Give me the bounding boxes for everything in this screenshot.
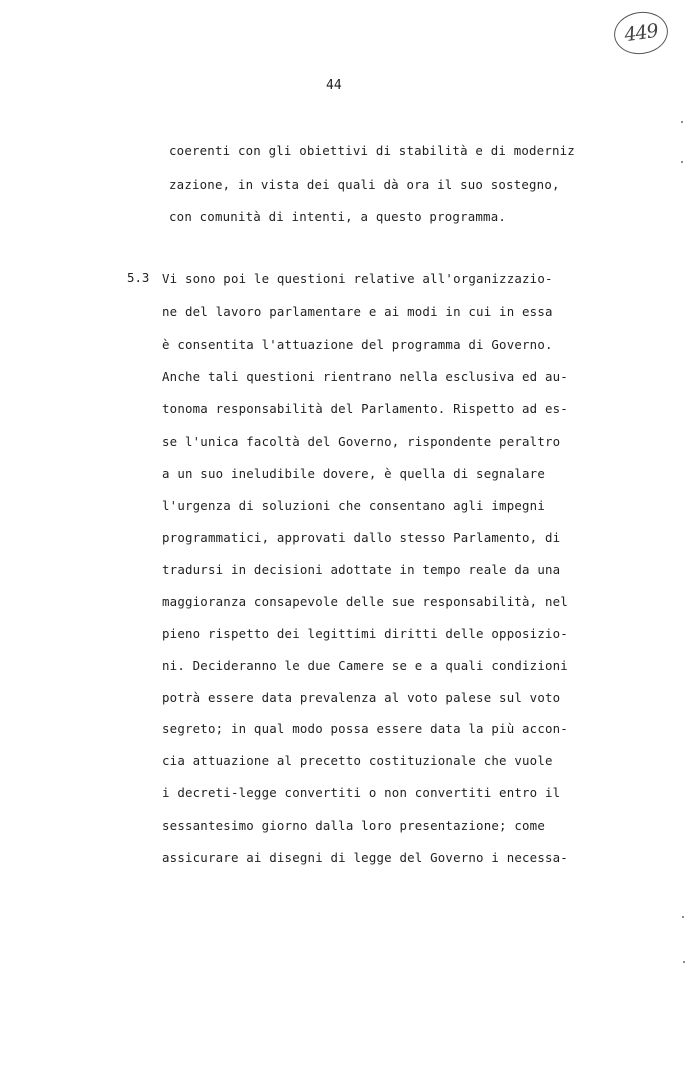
text-line: ne del lavoro parlamentare e ai modi in cui in essa xyxy=(162,304,553,319)
text-line: l'urgenza di soluzioni che consentano agli impegni xyxy=(162,498,545,513)
text-line: Vi sono poi le questioni relative all'organizzazio- xyxy=(162,271,553,286)
page-number: 44 xyxy=(326,78,342,93)
text-line: assicurare ai disegni di legge del Governo i necessa- xyxy=(162,850,568,865)
text-line: tradursi in decisioni adottate in tempo reale da una xyxy=(162,562,561,577)
stamp-number: 449 xyxy=(622,19,659,47)
text-line: cia attuazione al precetto costituzionale che vuole xyxy=(162,753,553,768)
text-line: è consentita l'attuazione del programma di Governo. xyxy=(162,337,553,352)
text-line: potrà essere data prevalenza al voto palese sul voto xyxy=(162,690,561,705)
text-line: programmatici, approvati dallo stesso Parlamento, di xyxy=(162,530,561,545)
text-line: coerenti con gli obiettivi di stabilità e di moderniz xyxy=(169,143,575,158)
text-line: zazione, in vista dei quali dà ora il suo sostegno, xyxy=(169,177,560,192)
scan-speck xyxy=(682,916,684,918)
text-line: se l'unica facoltà del Governo, rispondente peraltro xyxy=(162,434,561,449)
scan-speck xyxy=(683,961,685,963)
text-line: i decreti-legge convertiti o non convertiti entro il xyxy=(162,785,561,800)
text-line: a un suo ineludibile dovere, è quella di segnalare xyxy=(162,466,545,481)
text-line: sessantesimo giorno dalla loro presentazione; come xyxy=(162,818,545,833)
text-line: Anche tali questioni rientrano nella esclusiva ed au- xyxy=(162,369,568,384)
text-line: segreto; in qual modo possa essere data la più accon- xyxy=(162,721,568,736)
archive-stamp xyxy=(611,8,670,57)
text-line: maggioranza consapevole delle sue responsabilità, nel xyxy=(162,594,568,609)
text-line: tonoma responsabilità del Parlamento. Rispetto ad es- xyxy=(162,401,568,416)
scan-speck xyxy=(681,161,683,163)
section-number: 5.3 xyxy=(127,270,150,285)
text-line: pieno rispetto dei legittimi diritti delle opposizio- xyxy=(162,626,568,641)
text-line: con comunità di intenti, a questo programma. xyxy=(169,209,507,224)
text-line: ni. Decideranno le due Camere se e a quali condizioni xyxy=(162,658,568,673)
scan-speck xyxy=(681,121,683,123)
